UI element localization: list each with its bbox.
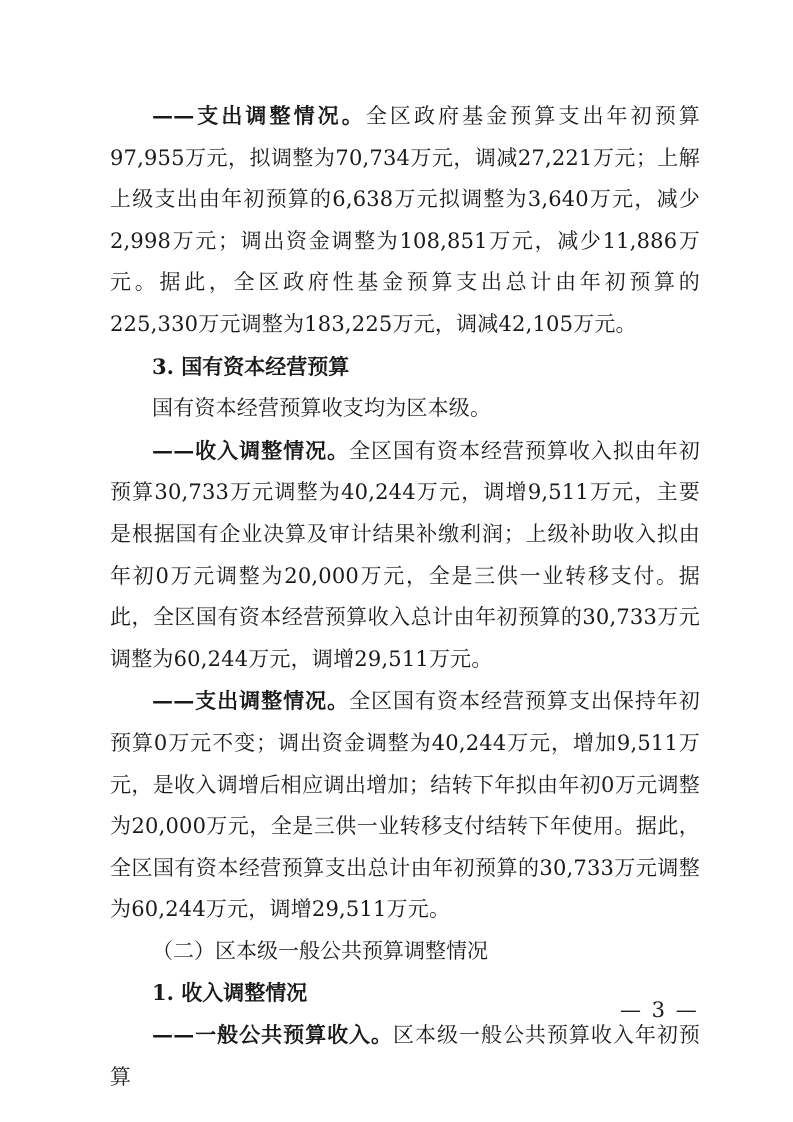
paragraph-state-capital-intro [110, 387, 700, 430]
paragraph-text: 全区国有资本经营预算支出保持年初预算0万元不变；调出资金调整为40,244万元，增加9,511万元，是收入调增后相应调出增加；结转下年拟由年初0万元调整为20,000万元，全是三供一业转移支付结转下年使用。据此，全区国有资本经营预算支出总计由年初预算的30,733万元调整为60,244万元，调增29,511万元。 [110, 689, 700, 922]
paragraph-expenditure-state-capital [110, 680, 700, 931]
paragraph-general-public-income [110, 1014, 700, 1098]
document-body [110, 95, 700, 1098]
paragraph-text: 全区国有资本经营预算收入拟由年初预算30,733万元调整为40,244万元，调增9,511万元，主要是根据国有企业决算及审计结果补缴利润；上级补助收入拟由年初0万元调整为20,000万元，全是三供一业转移支付。据此，全区国有资本经营预算收入总计由年初预算的30,733万元调整为60,244万元，调增29,511万元。 [110, 438, 700, 671]
paragraph-lead: ——支出调整情况。 [152, 103, 366, 128]
section-heading-income: 1. 收入调整情况 [152, 980, 308, 1006]
page-number: — 3 — [620, 998, 699, 1022]
paragraph-lead: ——支出调整情况。 [152, 688, 350, 714]
paragraph-income-state-capital [110, 430, 700, 681]
paragraph-lead: ——一般公共预算收入。 [152, 1022, 394, 1048]
subsection-heading-district-general: （二）区本级一般公共预算调整情况 [152, 938, 488, 963]
paragraph-expenditure-fund [110, 95, 700, 346]
paragraph-lead: ——收入调整情况。 [152, 437, 350, 463]
paragraph-text: 全区政府基金预算支出年初预算97,955万元，拟调整为70,734万元，调减27,221万元；上解上级支出由年初预算的6,638万元拟调整为3,640万元，减少2,998万元；调出资金调整为108,851万元，减少11,886万元。据此，全区政府性基金预算支出总计由年初预算的225,330万元调整为183,225万元，调减42,105万元。 [110, 104, 700, 336]
paragraph-text: 区本级一般公共预算收入年初预算 [110, 1023, 700, 1089]
section-heading-state-capital: 3. 国有资本经营预算 [152, 353, 350, 379]
paragraph-text: 国有资本经营预算收支均为区本级。 [152, 396, 492, 421]
